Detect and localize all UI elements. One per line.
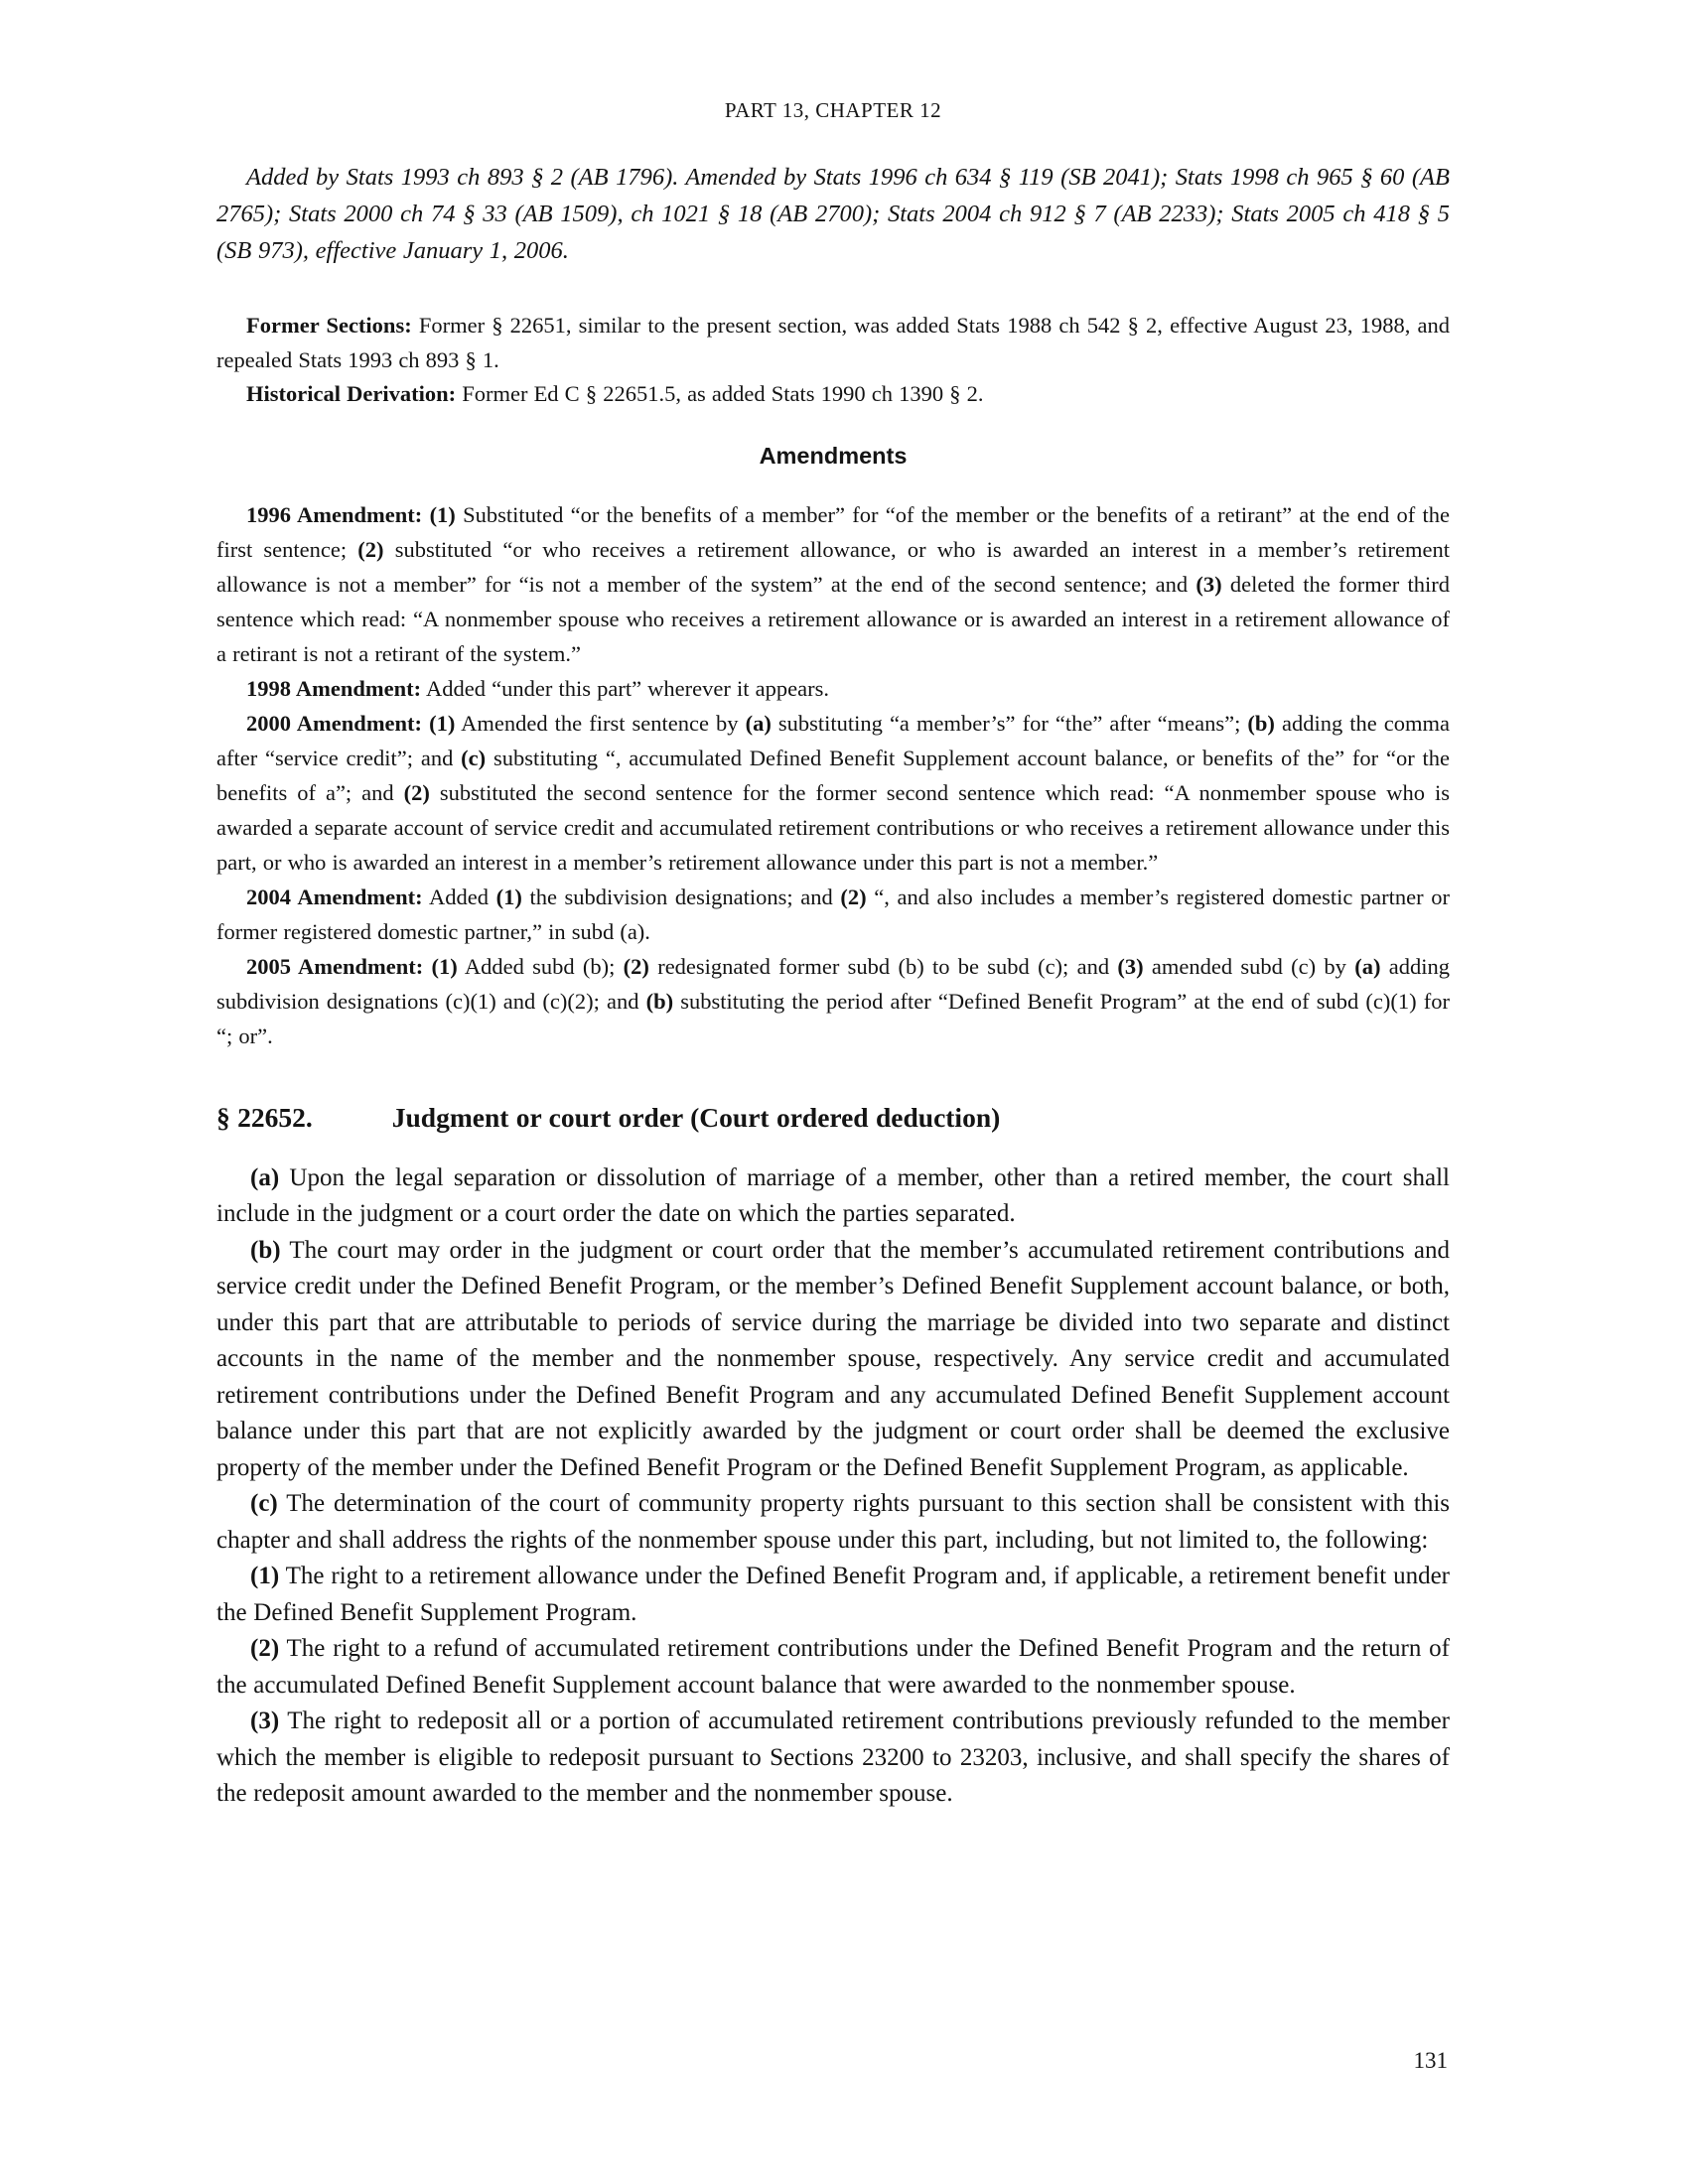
text-segment: Amended the first sentence by xyxy=(455,710,746,736)
text-segment: The right to redeposit all or a portion of accumulated retirement contributions previously refunded to the member which the member is eligible to redeposit pursuant to Sections 23200 to 23203, inclusive, and shall specify the shares of the redeposit amount awarded to the member and the nonmember spouse. xyxy=(216,1707,1450,1807)
text-segment: adding subdivision designations (c)(1) and (c)(2); and xyxy=(216,953,1450,1014)
text-segment: “, and also includes a member’s registered domestic partner or former registered domestic partner,” in subd (a). xyxy=(216,884,1450,944)
paragraph-c2 xyxy=(216,1631,1450,1704)
former-sections-note xyxy=(216,309,1450,377)
text-segment: Former § 22651, similar to the present section, was added Stats 1988 ch 542 § 2, effective August 23, 1988, and repealed Stats 1993 ch 893 § 1. xyxy=(216,313,1450,372)
text-segment: The court may order in the judgment or court order that the member’s accumulated retirement contributions and service credit under the Defined Benefit Program, or the member’s Defined Benefit Supplement account balance, or both, under this part that are attributable to periods of service during the marriage be divided into two separate and distinct accounts in the name of the member and the nonmember spouse, respectively. Any service credit and accumulated retirement contributions under the Defined Benefit Program and any accumulated Defined Benefit Supplement account balance under this part that are not explicitly awarded by the judgment or court order shall be deemed the exclusive property of the member under the Defined Benefit Program or the Defined Benefit Supplement Program, as applicable. xyxy=(216,1236,1450,1481)
text-segment: substituted the second sentence for the former second sentence which read: “A nonmember spouse who is awarded a separate account of service credit and accumulated retirement contributions or who receives a retirement allowance under this part, or who is awarded an interest in a member’s retirement allowance under this part is not a member.” xyxy=(216,779,1450,875)
text-segment: (1) xyxy=(495,884,522,909)
text-segment: 2000 Amendment: (1) xyxy=(246,710,456,736)
paragraph-c3 xyxy=(216,1704,1450,1813)
text-segment: 2005 Amendment: (1) xyxy=(246,953,458,979)
text-segment: adding the comma after “service credit”; and xyxy=(216,710,1451,770)
amendment-2004 xyxy=(216,880,1450,949)
text-segment: (2) xyxy=(623,953,649,979)
text-segment: (b) xyxy=(1247,710,1275,736)
text-segment: (a) xyxy=(1354,953,1381,979)
subdivision-b xyxy=(216,1233,1450,1487)
text-segment: substituting the period after “Defined Benefit Program” at the end of subd (c)(1) for “; or”. xyxy=(216,988,1450,1048)
text-segment: Substituted “or the benefits of a member” for “of the member or the benefits of a retirant” at the end of the first sentence; xyxy=(216,501,1450,562)
amendment-2000 xyxy=(216,706,1450,880)
text-segment: the subdivision designations; and xyxy=(521,884,841,909)
text-segment: The right to a refund of accumulated retirement contributions under the Defined Benefit Program and the return of the accumulated Defined Benefit Supplement account balance that were awarded to the nonmember spouse. xyxy=(216,1635,1450,1699)
text-segment: (2) xyxy=(250,1635,280,1662)
text-segment: (b) xyxy=(645,988,674,1014)
text-segment: 1998 Amendment: xyxy=(246,675,422,701)
text-segment: (3) xyxy=(250,1707,280,1734)
running-head: PART 13, CHAPTER 12 xyxy=(724,98,942,122)
text-segment: (3) xyxy=(1117,953,1144,979)
amendment-2005 xyxy=(216,949,1450,1053)
text-segment: (a) xyxy=(745,710,772,736)
text-segment: Added subd (b); xyxy=(457,953,624,979)
text-segment: Judgment or court order (Court ordered deduction) xyxy=(391,1101,1001,1133)
page-number: 131 xyxy=(1413,2048,1448,2073)
text-segment: (2) xyxy=(840,884,867,909)
text-segment: (c) xyxy=(461,745,487,770)
text-segment: 2004 Amendment: xyxy=(246,884,423,909)
text-segment: Amendments xyxy=(759,442,908,469)
paragraph-c1 xyxy=(216,1559,1450,1631)
text-segment: (2) xyxy=(403,779,430,805)
subdivision-a xyxy=(216,1160,1450,1233)
text-segment: Historical Derivation: xyxy=(246,381,457,406)
text-segment: deleted the former third sentence which read: “A nonmember spouse who receives a retirement allowance or is awarded an interest in a retirement allowance of a retirant is not a retirant of the system.” xyxy=(216,571,1450,666)
text-segment: The determination of the court of community property rights pursuant to this section shall be consistent with this chapter and shall address the rights of the nonmember spouse under this part, including, but not limited to, the following: xyxy=(216,1490,1450,1554)
history-note xyxy=(216,159,1450,269)
text-segment: § 22652. xyxy=(216,1101,313,1133)
text-segment: Former Ed C § 22651.5, as added Stats 1990 ch 1390 § 2. xyxy=(456,381,984,406)
text-segment: redesignated former subd (b) to be subd (c); and xyxy=(648,953,1118,979)
text-segment: Upon the legal separation or dissolution of marriage of a member, other than a retired member, the court shall include in the judgment or a court order the date on which the parties separated. xyxy=(216,1163,1450,1227)
text-segment: (c) xyxy=(250,1490,278,1517)
text-segment: substituting “, accumulated Defined Benefit Supplement account balance, or benefits of the” for “or the benefits of a”; and xyxy=(216,745,1450,805)
text-segment: Added by Stats 1993 ch 893 § 2 (AB 1796). Amended by Stats 1996 ch 634 § 119 (SB 2041); Stats 1998 ch 965 § 60 (AB 2765); Stats 2000 ch 74 § 33 (AB 1509), ch 1021 § 18 (AB 2700); Stats 2004 ch 912 § 7 (AB 2233); Stats 2005 ch 418 § 5 (SB 973), effective January 1, 2006. xyxy=(216,164,1450,264)
amendment-1998 xyxy=(216,671,1450,706)
text-segment: amended subd (c) by xyxy=(1143,953,1355,979)
text-segment: The right to a retirement allowance under the Defined Benefit Program and, if applicable, a retirement benefit under the Defined Benefit Supplement Program. xyxy=(216,1563,1450,1626)
section-heading-22652 xyxy=(216,1101,1450,1135)
amendment-1996 xyxy=(216,497,1450,671)
amendments-heading xyxy=(216,442,1450,470)
subdivision-c xyxy=(216,1486,1450,1559)
text-segment: 1996 Amendment: (1) xyxy=(246,501,456,527)
text-segment: substituted “or who receives a retirement allowance, or who is awarded an interest in a member’s retirement allowance is not a member” for “is not a member of the system” at the end of the second sentence; and xyxy=(216,536,1450,597)
document-body xyxy=(216,159,1450,1813)
text-segment: Added xyxy=(422,884,496,909)
text-segment: Former Sections: xyxy=(246,313,412,338)
text-segment: (b) xyxy=(250,1236,281,1264)
text-segment: (3) xyxy=(1196,571,1222,597)
historical-derivation-note xyxy=(216,377,1450,412)
text-segment: substituting “a member’s” for “the” after “means”; xyxy=(771,710,1248,736)
text-segment: (1) xyxy=(250,1563,280,1589)
text-segment: Added “under this part” wherever it appears. xyxy=(421,675,829,701)
text-segment: (2) xyxy=(357,536,384,562)
text-segment: (a) xyxy=(250,1163,280,1191)
